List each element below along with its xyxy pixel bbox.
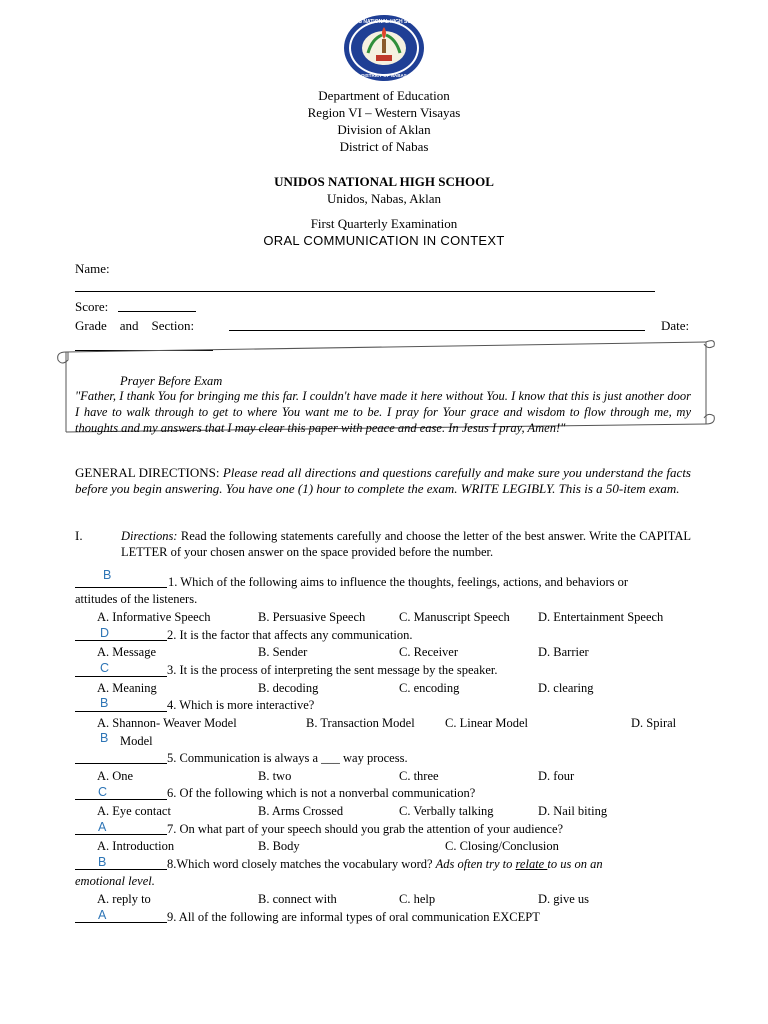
question-2: 2. It is the factor that affects any communication. bbox=[167, 628, 413, 642]
seal-bottom-text: DISTRICT OF NABAS bbox=[361, 73, 407, 78]
q7-option-a: A. Introduction bbox=[97, 839, 175, 853]
general-directions-text: Please read all directions and questions carefully and make sure you understand the facts before you begin answering. You have one (1) hour to complete the exam. WRITE LEGIBLY. This is a 50-item exam. bbox=[75, 465, 691, 496]
q8-option-c: C. help bbox=[399, 892, 436, 906]
question-8-cont: emotional level. bbox=[75, 874, 155, 888]
answer-line-q3[interactable] bbox=[75, 676, 167, 677]
score-label: Score: bbox=[75, 299, 109, 314]
answer-line-q8[interactable] bbox=[75, 869, 167, 870]
q4-option-d-cont: Model bbox=[120, 734, 153, 748]
q8-option-d: D. give us bbox=[538, 892, 590, 906]
answer-q2: D bbox=[100, 626, 110, 640]
name-field-line[interactable] bbox=[75, 291, 655, 292]
header-exam-title: First Quarterly Examination bbox=[310, 216, 458, 231]
answer-q5: B bbox=[100, 731, 109, 745]
answer-q3: C bbox=[100, 661, 110, 675]
answer-q9: A bbox=[98, 908, 107, 922]
answer-line-q9[interactable] bbox=[75, 922, 167, 923]
answer-q1: B bbox=[103, 568, 112, 582]
question-8-italic-b: to us on an bbox=[547, 857, 603, 871]
question-8-italic-a: Ads often try to bbox=[435, 857, 516, 871]
q5-option-d: D. four bbox=[538, 769, 575, 783]
q2-option-d: D. Barrier bbox=[538, 645, 589, 659]
score-field-line[interactable] bbox=[118, 311, 196, 312]
answer-line-q1[interactable] bbox=[75, 587, 167, 588]
header-district: District of Nabas bbox=[339, 139, 429, 154]
answer-q6: C bbox=[98, 785, 108, 799]
q3-option-d: D. clearing bbox=[538, 681, 594, 695]
header-school-name: UNIDOS NATIONAL HIGH SCHOOL bbox=[274, 174, 494, 189]
prayer-title: Prayer Before Exam bbox=[120, 374, 223, 388]
question-5: 5. Communication is always a ___ way process. bbox=[167, 751, 408, 765]
prayer-body: "Father, I thank You for bringing me this far. I couldn't have made it here without You. I know that this is just another door I have to walk through to get to where You want me to be. I pray for Your grace and wisdom to flow through me, my thoughts and my answers that I may clear this paper with peace and ease. In Jesus I pray, Amen!" bbox=[75, 389, 691, 435]
q6-option-c: C. Verbally talking bbox=[399, 804, 494, 818]
header-address: Unidos, Nabas, Aklan bbox=[326, 191, 442, 206]
seal-top-text: UNIDOS NATIONAL HIGH SCHOOL bbox=[342, 19, 426, 25]
school-seal-logo bbox=[342, 13, 426, 83]
answer-line-q2[interactable] bbox=[75, 640, 167, 641]
general-directions bbox=[75, 465, 691, 497]
answer-q8: B bbox=[98, 855, 107, 869]
grade-section-field-line[interactable] bbox=[229, 330, 645, 331]
q4-option-d: D. Spiral bbox=[631, 716, 677, 730]
answer-line-q6[interactable] bbox=[75, 799, 167, 800]
q1-option-a: A. Informative Speech bbox=[97, 610, 211, 624]
general-directions-label: GENERAL DIRECTIONS: bbox=[75, 465, 220, 480]
q1-option-c: C. Manuscript Speech bbox=[399, 610, 510, 624]
q2-option-c: C. Receiver bbox=[399, 645, 459, 659]
header-division: Division of Aklan bbox=[337, 122, 431, 137]
question-4: 4. Which is more interactive? bbox=[167, 698, 315, 712]
q5-option-a: A. One bbox=[97, 769, 134, 783]
q5-option-c: C. three bbox=[399, 769, 439, 783]
question-6: 6. Of the following which is not a nonverbal communication? bbox=[167, 786, 476, 800]
q6-option-b: B. Arms Crossed bbox=[258, 804, 344, 818]
q4-option-a: A. Shannon- Weaver Model bbox=[97, 716, 237, 730]
section-directions-text: Read the following statements carefully and choose the letter of the best answer. Write the CAPITAL LETTER of your chosen answer on the space provided before the number. bbox=[121, 529, 691, 559]
answer-q7: A bbox=[98, 820, 107, 834]
question-3: 3. It is the process of interpreting the sent message by the speaker. bbox=[167, 663, 498, 677]
q7-option-b: B. Body bbox=[258, 839, 300, 853]
q3-option-b: B. decoding bbox=[258, 681, 319, 695]
question-7: 7. On what part of your speech should you grab the attention of your audience? bbox=[167, 822, 564, 836]
q4-option-c: C. Linear Model bbox=[445, 716, 528, 730]
question-8-text: 8.Which word closely matches the vocabulary word? bbox=[167, 857, 436, 871]
question-8 bbox=[167, 856, 603, 872]
answer-q4: B bbox=[100, 696, 109, 710]
header-subject: ORAL COMMUNICATION IN CONTEXT bbox=[263, 233, 505, 248]
q6-option-a: A. Eye contact bbox=[97, 804, 171, 818]
q8-option-b: B. connect with bbox=[258, 892, 337, 906]
section-directions-label: Directions: bbox=[121, 529, 178, 543]
q3-option-a: A. Meaning bbox=[97, 681, 157, 695]
q2-option-b: B. Sender bbox=[258, 645, 308, 659]
date-label: Date: bbox=[661, 318, 690, 333]
question-9: 9. All of the following are informal types of oral communication EXCEPT bbox=[167, 910, 540, 924]
question-1: 1. Which of the following aims to influence the thoughts, feelings, actions, and behaviors or bbox=[168, 575, 629, 589]
q1-option-d: D. Entertainment Speech bbox=[538, 610, 664, 624]
q6-option-d: D. Nail biting bbox=[538, 804, 608, 818]
answer-line-q5[interactable] bbox=[75, 763, 167, 764]
q5-option-b: B. two bbox=[258, 769, 292, 783]
grade-section-label: Grade and Section: bbox=[75, 318, 195, 333]
question-1-cont: attitudes of the listeners. bbox=[75, 592, 198, 606]
section-number: I. bbox=[75, 528, 83, 543]
answer-line-q7[interactable] bbox=[75, 834, 167, 835]
header-region: Region VI – Western Visayas bbox=[307, 105, 461, 120]
q8-option-a: A. reply to bbox=[97, 892, 151, 906]
question-8-underline: relate bbox=[515, 857, 548, 871]
q2-option-a: A. Message bbox=[97, 645, 157, 659]
section-directions bbox=[121, 528, 691, 560]
name-label: Name: bbox=[75, 261, 110, 276]
q4-option-b: B. Transaction Model bbox=[306, 716, 415, 730]
q1-option-b: B. Persuasive Speech bbox=[258, 610, 366, 624]
header-department: Department of Education bbox=[318, 88, 450, 103]
q7-option-c: C. Closing/Conclusion bbox=[445, 839, 559, 853]
answer-line-q4[interactable] bbox=[75, 711, 167, 712]
q3-option-c: C. encoding bbox=[399, 681, 460, 695]
